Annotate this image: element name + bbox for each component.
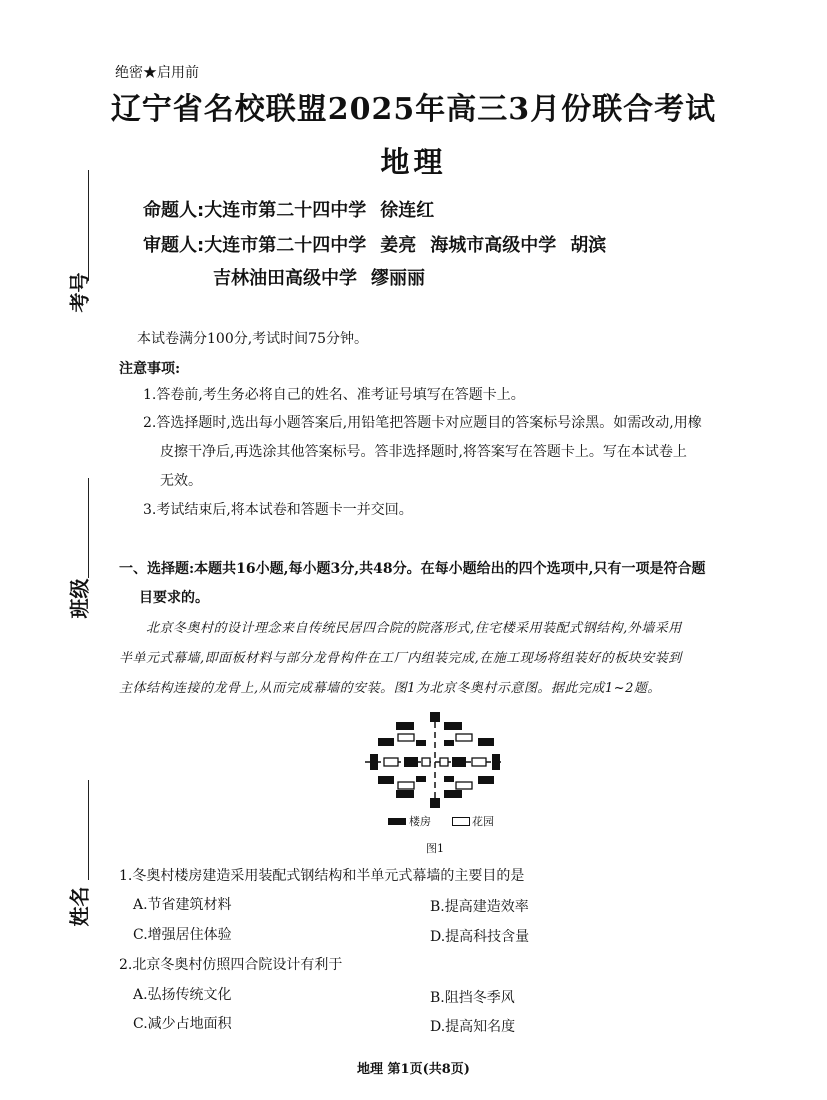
name-line <box>88 780 89 880</box>
notice-item-3: 3.考试结束后,将本试卷和答题卡一并交回。 <box>143 502 413 518</box>
legend-building-swatch <box>388 818 406 825</box>
section-heading-line-2: 目要求的。 <box>139 590 209 606</box>
subject-title: 地理 <box>380 145 447 179</box>
name-label: 姓名 <box>67 886 92 927</box>
question-1-option-c: C.增强居住体验 <box>133 927 232 943</box>
staff-line-3 <box>213 264 439 290</box>
exam-no-line <box>88 170 89 280</box>
notice-item-2-line-1: 2.答选择题时,选出每小题答案后,用铅笔把答题卡对应题目的答案标号涂黑。如需改动,用橡 <box>143 415 702 431</box>
notice-item-2-line-3: 无效。 <box>160 473 202 489</box>
notice-item-1: 1.答卷前,考生务必将自己的姓名、准考证号填写在答题卡上。 <box>143 387 525 403</box>
legend-garden-label: 花园 <box>472 815 494 828</box>
legend-garden-swatch <box>452 817 470 826</box>
legend-building-label: 楼房 <box>409 815 431 828</box>
staff-role-setter: 命题人: <box>143 200 205 221</box>
staff-school: 吉林油田高级中学 <box>213 268 357 289</box>
notice-item-2-line-2: 皮擦干净后,再选涂其他答案标号。答非选择题时,将答案写在答题卡上。写在本试卷上 <box>160 444 687 460</box>
question-2-option-b: B.阻挡冬季风 <box>430 990 515 1006</box>
staff-name: 胡滨 <box>570 235 607 256</box>
staff-name: 徐连红 <box>380 200 435 221</box>
staff-role-reviewer: 审题人: <box>143 235 205 256</box>
question-2-option-c: C.减少占地面积 <box>133 1016 232 1032</box>
page-footer: 地理 第1页(共8页) <box>357 1062 470 1077</box>
passage-line-2: 半单元式幕墙,即面板材料与部分龙骨构件在工厂内组装完成,在施工现场将组装好的板块安装到 <box>119 651 682 666</box>
passage-line-3: 主体结构连接的龙骨上,从而完成幕墙的安装。图1为北京冬奥村示意图。据此完成1~2题。 <box>119 681 661 696</box>
staff-school: 大连市第二十四中学 <box>204 235 367 256</box>
staff-school: 大连市第二十四中学 <box>204 200 367 221</box>
question-2-stem: 2.北京冬奥村仿照四合院设计有利于 <box>119 957 343 973</box>
exam-no-label: 考号 <box>67 272 92 313</box>
question-1-option-a: A.节省建筑材料 <box>133 897 232 913</box>
staff-line-2 <box>143 231 620 257</box>
olympic-village-diagram <box>360 710 510 810</box>
section-heading-line-1: 一、选择题:本题共16小题,每小题3分,共48分。在每小题给出的四个选项中,只有一项是符合题 <box>119 561 706 577</box>
exam-info: 本试卷满分100分,考试时间75分钟。 <box>137 331 368 347</box>
class-label: 班级 <box>67 578 92 619</box>
question-1-option-d: D.提高科技含量 <box>430 929 530 945</box>
question-2-option-d: D.提高知名度 <box>430 1019 516 1035</box>
question-1-option-b: B.提高建造效率 <box>430 899 529 915</box>
secret-mark: 绝密★启用前 <box>115 65 199 81</box>
passage-line-1: 北京冬奥村的设计理念来自传统民居四合院的院落形式,住宅楼采用装配式钢结构,外墙采用 <box>146 621 682 636</box>
exam-title: 辽宁省名校联盟2025年高三3月份联合考试 <box>110 92 717 127</box>
notice-heading: 注意事项: <box>119 361 181 377</box>
question-2-option-a: A.弘扬传统文化 <box>133 987 232 1003</box>
class-line <box>88 478 89 578</box>
staff-line-1 <box>143 196 448 222</box>
question-1-stem: 1.冬奥村楼房建造采用装配式钢结构和半单元式幕墙的主要目的是 <box>119 868 525 884</box>
figure-caption: 图1 <box>426 842 444 855</box>
staff-school: 海城市高级中学 <box>430 235 557 256</box>
staff-name: 姜亮 <box>380 235 417 256</box>
staff-name: 缪丽丽 <box>371 268 425 289</box>
